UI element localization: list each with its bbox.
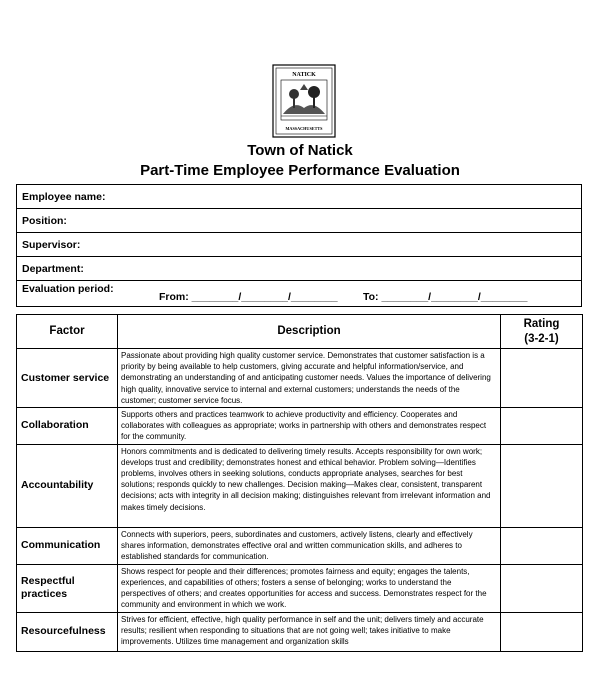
factor-table bbox=[16, 314, 583, 652]
factor-header: Factor bbox=[17, 315, 118, 349]
description-cell: Shows respect for people and their differences; promotes fairness and equity; engages the talents, experiences, and capabilities of others; fosters a sense of belonging; works to understand the perspectives of others; and creates opportunities for access and success. Demonstrates respect for the community and environment in which we work. bbox=[118, 564, 501, 612]
factor-cell: Customer service bbox=[17, 349, 118, 408]
factor-cell bbox=[17, 564, 118, 612]
factor-label-line: Respectful bbox=[21, 575, 75, 588]
table-row bbox=[17, 408, 583, 445]
period-to-date[interactable]: To: ________/________/________ bbox=[363, 291, 528, 303]
department-field[interactable] bbox=[17, 257, 582, 281]
description-cell: Passionate about providing high quality customer service. Demonstrates that customer satisfaction is a priority by being available to help customers, giving accurate and helpful information/service, and demonstrating an understanding of and anticipating customer needs. Values the importance of delivering high quality, innovative service to internal and external customers; understands the needs of the customer; customer service focus. bbox=[118, 349, 501, 408]
evaluation-period-label: Evaluation period: bbox=[22, 283, 114, 295]
rating-cell[interactable] bbox=[501, 612, 583, 651]
rating-cell[interactable] bbox=[501, 564, 583, 612]
position-field[interactable] bbox=[17, 209, 582, 233]
factor-cell: Communication bbox=[17, 527, 118, 564]
employee-name-field[interactable] bbox=[17, 185, 582, 209]
description-header: Description bbox=[118, 315, 501, 349]
department-label: Department: bbox=[22, 262, 84, 275]
factor-cell: Accountability bbox=[17, 444, 118, 527]
supervisor-field[interactable] bbox=[17, 233, 582, 257]
position-label: Position: bbox=[22, 214, 67, 227]
period-from-date[interactable]: From: ________/________/________ bbox=[159, 291, 338, 303]
table-row bbox=[17, 612, 583, 651]
description-cell: Honors commitments and is dedicated to delivering timely results. Accepts responsibility for own work; develops trust and credibility; demonstrates honest and ethical behavior. Problem solving—Identifies problems, involves others in seeking solutions, conducts appropriate analyses, searches for best solutions; responds quickly to new challenges. Decision making—Makes clear, consistent, transparent decisions; acts with integrity in all decision making; distinguishes relevant from irrelevant information and makes timely decisions. bbox=[118, 444, 501, 527]
rating-header-label: Rating bbox=[523, 317, 560, 330]
town-name: Town of Natick bbox=[247, 142, 353, 159]
evaluation-period-field[interactable] bbox=[17, 281, 582, 307]
employee-name-label: Employee name: bbox=[22, 190, 106, 203]
rating-scale-label: (3-2-1) bbox=[524, 332, 559, 345]
factor-cell: Collaboration bbox=[17, 408, 118, 445]
description-cell: Connects with superiors, peers, subordinates and customers, actively listens, clearly and effectively shares information, demonstrates effective oral and written communication skills, and adheres to established standards for communication. bbox=[118, 527, 501, 564]
rating-header bbox=[501, 315, 583, 349]
supervisor-label: Supervisor: bbox=[22, 238, 81, 251]
town-seal-logo bbox=[272, 64, 336, 138]
svg-text:NATICK: NATICK bbox=[292, 72, 316, 78]
factor-label-line: practices bbox=[21, 588, 68, 601]
rating-cell[interactable] bbox=[501, 408, 583, 445]
rating-cell[interactable] bbox=[501, 527, 583, 564]
table-row bbox=[17, 349, 583, 408]
description-cell: Strives for efficient, effective, high quality performance in self and the unit; delivers timely and accurate results; resilient when responding to situations that are not going well; takes initiative to make improvements. Utilizes time management and organization skills bbox=[118, 612, 501, 651]
svg-text:MASSACHUSETTS: MASSACHUSETTS bbox=[285, 126, 323, 131]
table-row bbox=[17, 564, 583, 612]
employee-info-table bbox=[16, 184, 582, 307]
rating-cell[interactable] bbox=[501, 444, 583, 527]
description-cell: Supports others and practices teamwork to achieve productivity and efficiency. Cooperates and collaborates with colleagues as appropriate; works in partnership with others and demonstrates respect for the community. bbox=[118, 408, 501, 445]
factor-cell: Resourcefulness bbox=[17, 612, 118, 651]
table-row bbox=[17, 527, 583, 564]
rating-cell[interactable] bbox=[501, 349, 583, 408]
form-title: Part-Time Employee Performance Evaluation bbox=[140, 162, 460, 179]
table-row bbox=[17, 444, 583, 527]
